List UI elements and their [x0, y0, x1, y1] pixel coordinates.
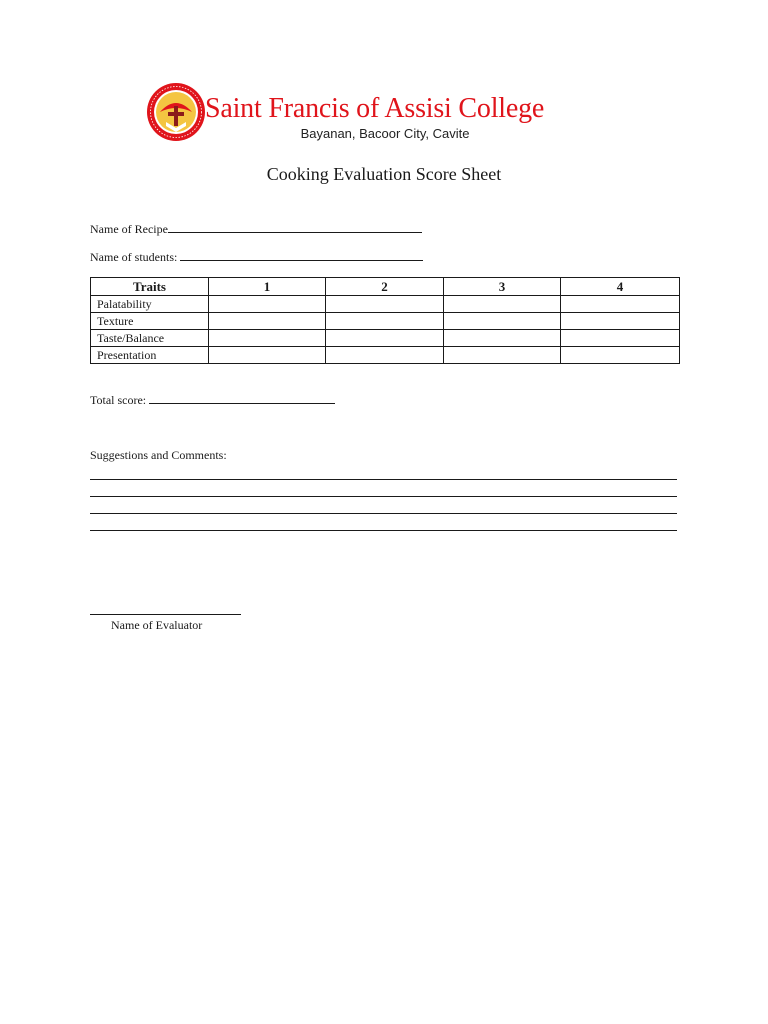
score-cell[interactable] — [444, 313, 561, 330]
trait-taste-balance: Taste/Balance — [91, 330, 209, 347]
trait-palatability: Palatability — [91, 296, 209, 313]
comment-line — [90, 513, 677, 514]
evaluator-label: Name of Evaluator — [111, 618, 203, 632]
score-cell[interactable] — [209, 313, 326, 330]
score-cell[interactable] — [561, 330, 680, 347]
table-row — [91, 330, 680, 347]
table-row — [91, 313, 680, 330]
header-score-2: 2 — [326, 278, 444, 296]
table-header-row — [91, 278, 680, 296]
students-field — [90, 249, 423, 265]
recipe-label: Name of Recipe — [90, 222, 168, 236]
page-title: Cooking Evaluation Score Sheet — [266, 164, 502, 184]
total-score-field — [90, 392, 335, 408]
score-cell[interactable] — [326, 330, 444, 347]
trait-presentation: Presentation — [91, 347, 209, 364]
students-label: Name of students: — [90, 250, 178, 264]
header-score-4: 4 — [561, 278, 680, 296]
students-blank — [180, 249, 423, 261]
comment-line — [90, 530, 677, 531]
score-cell[interactable] — [444, 330, 561, 347]
comments-label: Suggestions and Comments: — [90, 448, 227, 462]
score-cell[interactable] — [209, 296, 326, 313]
score-cell[interactable] — [444, 347, 561, 364]
header-score-3: 3 — [444, 278, 561, 296]
score-cell[interactable] — [326, 313, 444, 330]
table-row — [91, 296, 680, 313]
recipe-field — [90, 221, 422, 237]
college-address: Bayanan, Bacoor City, Cavite — [300, 126, 470, 141]
trait-texture: Texture — [91, 313, 209, 330]
header-score-1: 1 — [209, 278, 326, 296]
score-cell[interactable] — [561, 296, 680, 313]
score-cell[interactable] — [209, 347, 326, 364]
table-row — [91, 347, 680, 364]
college-name: Saint Francis of Assisi College — [205, 93, 545, 124]
comment-line — [90, 496, 677, 497]
score-cell[interactable] — [326, 296, 444, 313]
score-cell[interactable] — [209, 330, 326, 347]
score-cell[interactable] — [326, 347, 444, 364]
total-score-blank — [149, 392, 335, 404]
score-cell[interactable] — [561, 347, 680, 364]
total-score-label: Total score: — [90, 393, 147, 407]
score-cell[interactable] — [444, 296, 561, 313]
evaluator-signature-line — [90, 614, 241, 615]
comment-line — [90, 479, 677, 480]
score-cell[interactable] — [561, 313, 680, 330]
traits-table — [90, 277, 680, 364]
header-traits: Traits — [91, 278, 209, 296]
recipe-blank — [168, 221, 422, 233]
